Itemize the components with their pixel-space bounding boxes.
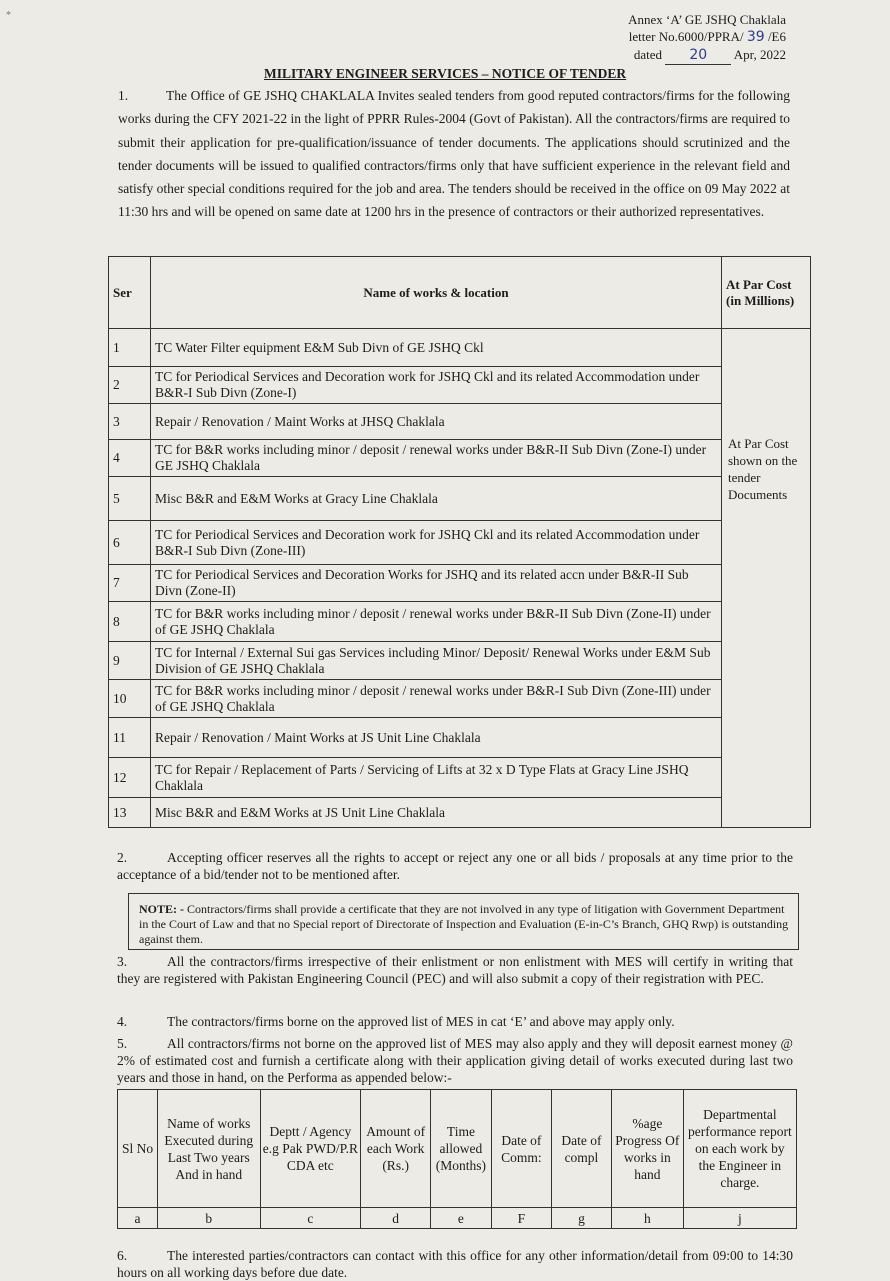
dated-line: dated 20 Apr, 2022 [633, 47, 786, 63]
paragraph-4: 4. The contractors/firms borne on the approved list of MES in cat ‘E’ and above may apply only. [117, 1014, 675, 1029]
performa-label: e [431, 1208, 492, 1229]
row-ser: 10 [109, 680, 151, 718]
row-ser: 1 [109, 329, 151, 367]
table-row [109, 477, 811, 521]
row-work-name: TC Water Filter equipment E&M Sub Divn of GE JSHQ Ckl [151, 329, 722, 367]
row-ser: 8 [109, 602, 151, 642]
row-work-name: Repair / Renovation / Maint Works at JHSQ Chaklala [151, 404, 722, 440]
table-row [109, 329, 811, 367]
performa-label: a [118, 1208, 158, 1229]
row-ser: 4 [109, 440, 151, 477]
performa-label: d [361, 1208, 431, 1229]
table-row [109, 718, 811, 758]
row-ser: 12 [109, 758, 151, 798]
row-ser: 13 [109, 798, 151, 828]
performa-header: Amount of each Work (Rs.) [361, 1090, 431, 1208]
row-ser: 5 [109, 477, 151, 521]
note-text: Contractors/firms shall provide a certificate that they are not involved in any type of litigation with Government Department in the Court of Law and that no Special report of Directorate of Inspection and Evaluation (E-in-C’s Branch, GHQ Rwp) is outstanding against them. [139, 902, 789, 946]
table-row [109, 798, 811, 828]
notice-title: MILITARY ENGINEER SERVICES – NOTICE OF TENDER [264, 66, 627, 81]
performa-header: Date of compl [552, 1090, 612, 1208]
performa-label: c [260, 1208, 361, 1229]
performa-label: g [552, 1208, 612, 1229]
performa-header: Departmental performance report on each work by the Engineer in charge. [683, 1090, 796, 1208]
row-ser: 11 [109, 718, 151, 758]
paragraph-6: 6. The interested parties/contractors can contact with this office for any other information/detail from 09:00 to 14:30 hours on all working days before due date. [117, 1248, 793, 1280]
row-work-name: TC for Repair / Replacement of Parts / Servicing of Lifts at 32 x D Type Flats at Gracy Line JSHQ Chaklala [151, 758, 722, 798]
table-row [109, 367, 811, 404]
performa-label: F [491, 1208, 551, 1229]
letter-number: letter No.6000/PPRA/ 39 /E6 [628, 29, 786, 45]
row-work-name: TC for B&R works including minor / deposit / renewal works under B&R-II Sub Divn (Zone-I) under GE JSHQ Chaklala [151, 440, 722, 477]
row-work-name: TC for Internal / External Sui gas Services including Minor/ Deposit/ Renewal Works under E&M Sub Division of GE JSHQ Chaklala [151, 642, 722, 680]
performa-label: j [683, 1208, 796, 1229]
table-row [109, 440, 811, 477]
table-row [109, 758, 811, 798]
table-row [109, 642, 811, 680]
table-row [109, 521, 811, 565]
table-row [109, 404, 811, 440]
col-ser: Ser [109, 257, 151, 329]
col-name: Name of works & location [151, 257, 722, 329]
row-work-name: TC for Periodical Services and Decoration work for JSHQ Ckl and its related Accommodation under B&R-I Sub Divn (Zone-III) [151, 521, 722, 565]
performa-header: %age Progress Of works in hand [611, 1090, 683, 1208]
performa-header: Name of works Executed during Last Two years And in hand [158, 1090, 260, 1208]
cost-note: At Par Cost shown on the tender Documents [722, 329, 811, 828]
table-row [109, 680, 811, 718]
performa-header: Sl No [118, 1090, 158, 1208]
row-ser: 9 [109, 642, 151, 680]
handwritten-number: 39 [746, 29, 765, 45]
table-row [109, 565, 811, 602]
note-box [128, 893, 799, 950]
row-work-name: Misc B&R and E&M Works at Gracy Line Chaklala [151, 477, 722, 521]
annex-line: Annex ‘A’ GE JSHQ Chaklala [628, 12, 786, 27]
table-row [109, 602, 811, 642]
paragraph-3: 3. All the contractors/firms irrespective of their enlistment or non enlistment with MES will certify in writing that they are registered with Pakistan Engineering Council (PEC) and will also submit a copy of their registration with PEC. [117, 954, 793, 986]
row-ser: 6 [109, 521, 151, 565]
performa-header: Date of Comm: [491, 1090, 551, 1208]
performa-label: b [158, 1208, 260, 1229]
row-work-name: Misc B&R and E&M Works at JS Unit Line Chaklala [151, 798, 722, 828]
works-table [108, 256, 811, 828]
col-cost: At Par Cost (in Millions) [722, 257, 811, 329]
performa-header: Deptt / Agency e.g Pak PWD/P.R CDA etc [260, 1090, 361, 1208]
row-ser: 2 [109, 367, 151, 404]
performa-table [117, 1089, 797, 1229]
row-ser: 7 [109, 565, 151, 602]
row-work-name: TC for B&R works including minor / deposit / renewal works under B&R-I Sub Divn (Zone-III) under of GE JSHQ Chaklala [151, 680, 722, 718]
paragraph-1: 1. The Office of GE JSHQ CHAKLALA Invites sealed tenders from good reputed contractors/firms for the following works during the CFY 2021-22 in the light of PPRR Rules-2004 (Govt of Pakistan). All the contractors/firms are required to submit their application for pre-qualification/issuance of tender documents. The applications should scrutinized and the tender documents will be issued to qualified contractors/firms only that have sufficient experience in the relevant field and satisfy other special conditions required for the job and area. The tenders should be received in the office on 09 May 2022 at 11:30 hrs and will be opened on same date at 1200 hrs in the presence of contractors or their authorized representatives. [118, 88, 790, 220]
performa-label: h [611, 1208, 683, 1229]
row-work-name: TC for B&R works including minor / deposit / renewal works under B&R-II Sub Divn (Zone-II) under of GE JSHQ Chaklala [151, 602, 722, 642]
row-work-name: Repair / Renovation / Maint Works at JS Unit Line Chaklala [151, 718, 722, 758]
row-work-name: TC for Periodical Services and Decoration work for JSHQ Ckl and its related Accommodation under B&R-I Sub Divn (Zone-I) [151, 367, 722, 404]
handwritten-day: 20 [689, 47, 708, 63]
annex-reference [628, 11, 786, 65]
note-label: NOTE: - [139, 902, 184, 916]
row-ser: 3 [109, 404, 151, 440]
scan-mark: * [6, 10, 11, 21]
row-work-name: TC for Periodical Services and Decoration Works for JSHQ and its related accn under B&R-II Sub Divn (Zone-II) [151, 565, 722, 602]
performa-header: Time allowed (Months) [431, 1090, 492, 1208]
paragraph-2: 2. Accepting officer reserves all the rights to accept or reject any one or all bids / proposals at any time prior to the acceptance of a bid/tender not to be mentioned after. [117, 850, 793, 882]
paragraph-5: 5. All contractors/firms not borne on the approved list of MES may also apply and they will deposit earnest money @ 2% of estimated cost and furnish a certificate along with their application giving detail of works executed during last two years and those in hand, on the Performa as appended below:- [117, 1036, 793, 1085]
